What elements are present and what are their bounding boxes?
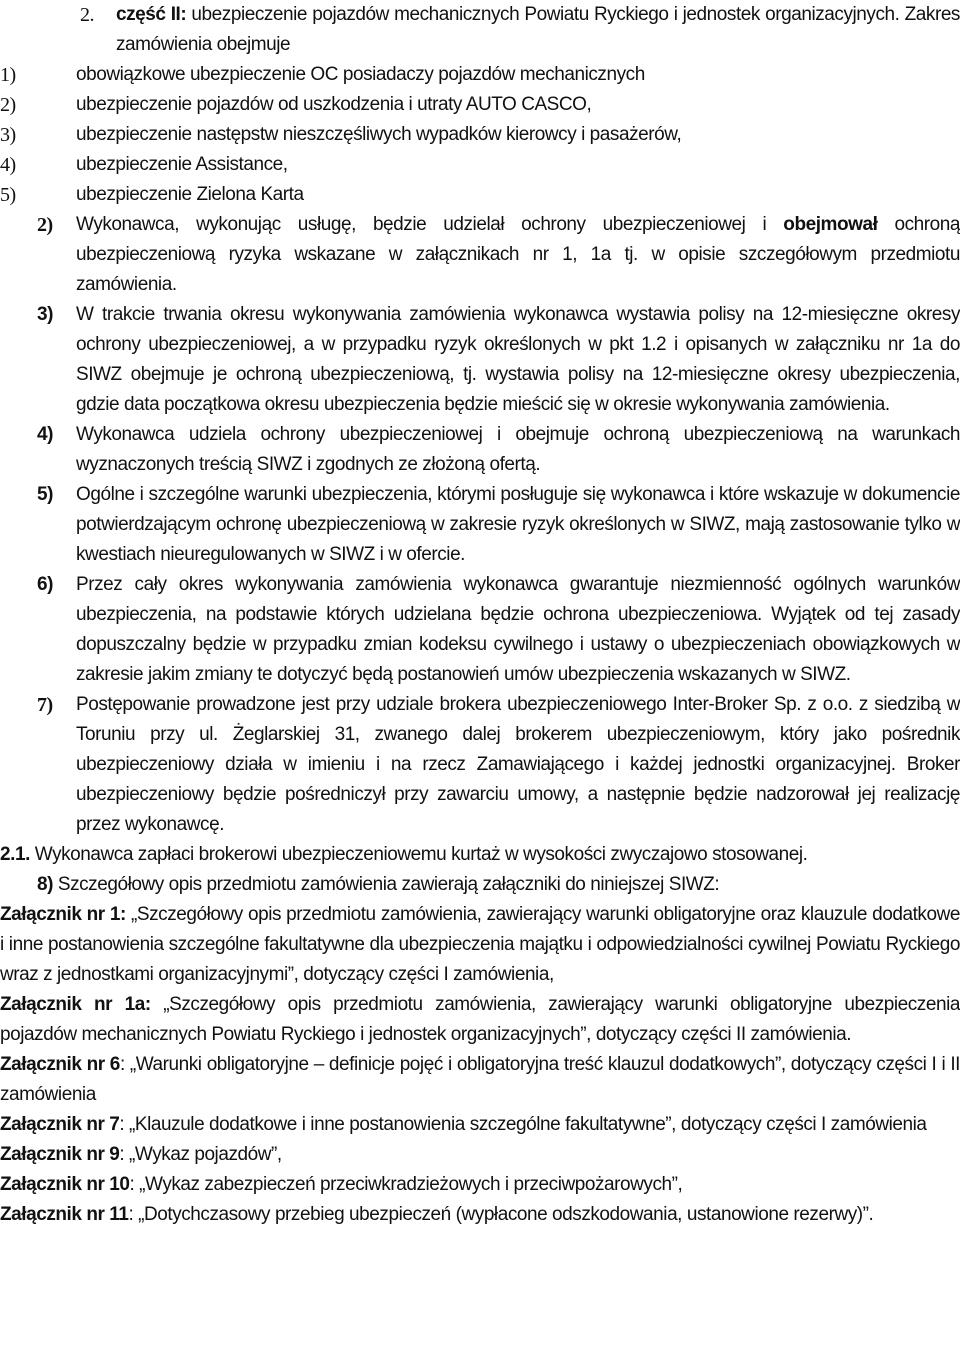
- sub-item-text: ubezpieczenie Assistance,: [76, 154, 288, 175]
- attachment-7: [0, 1110, 960, 1140]
- attachment-1: [0, 900, 960, 990]
- sub-item-1: [0, 60, 960, 90]
- sub-item-number: 5): [0, 184, 16, 206]
- sub-item-number: 2): [0, 94, 16, 116]
- point-number: 4): [37, 424, 53, 445]
- point-text: W trakcie trwania okresu wykonywania zamówienia wykonawca wystawia polisy na 12-miesięczne okresy ochrony ubezpieczeniowej, a w przypadku ryzyk określonych w pkt 1.2 i opisanych w załączniku nr 1a do SIWZ obejmuje je ochroną ubezpieczeniową, tj. wystawia polisy na 12-miesięczne okresy ubezpieczenia, gdzie data początkowa okresu ubezpieczenia będzie mieścić się w okresie wykonywania zamówienia.: [76, 304, 960, 415]
- attachment-label: Załącznik nr 1:: [0, 904, 126, 925]
- part-title: część II:: [116, 4, 187, 25]
- point-number: 6): [37, 574, 53, 595]
- point-text: [76, 210, 960, 300]
- part-2-heading: [0, 0, 960, 60]
- attachment-description: : „Warunki obligatoryjne – definicje pojęć i obligatoryjna treść klauzul dodatkowych”, dotyczący części I i II zamówienia: [0, 1054, 960, 1105]
- sub-item-number: 4): [0, 154, 16, 176]
- point-number: 2): [37, 214, 53, 236]
- attachment-text: [0, 1050, 960, 1110]
- attachment-text: [0, 990, 960, 1050]
- attachment-6: [0, 1050, 960, 1110]
- point-text: Wykonawca udziela ochrony ubezpieczeniowej i obejmuje ochroną ubezpieczeniową na warunkach wyznaczonych treścią SIWZ i zgodnych ze złożoną ofertą.: [76, 424, 960, 475]
- attachment-10: [0, 1170, 960, 1200]
- point-text: Postępowanie prowadzone jest przy udziale brokera ubezpieczeniowego Inter-Broker Sp. z o.o. z siedzibą w Toruniu przy ul. Żeglarskiej 31, zwanego dalej brokerem ubezpieczeniowym, który jako pośrednik ubezpieczeniowy działa w imieniu i na rzecz Zamawiającego i każdej jednostki organizacyjnej. Broker ubezpieczeniowy będzie pośredniczył przy zawarciu umowy, a następnie będzie nadzorował jej realizację przez wykonawcę.: [76, 694, 960, 835]
- attachment-description: „Szczegółowy opis przedmiotu zamówienia, zawierający warunki obligatoryjne ubezpieczenia pojazdów mechanicznych Powiatu Ryckiego i jednostek organizacyjnych”, dotyczący części II zamówienia.: [0, 994, 960, 1045]
- attachment-text: [0, 1140, 960, 1170]
- attachment-label: Załącznik nr 11: [0, 1204, 129, 1225]
- attachment-label: Załącznik nr 7: [0, 1114, 120, 1135]
- point-number: 7): [37, 694, 53, 716]
- point-text: Ogólne i szczególne warunki ubezpieczenia, którymi posługuje się wykonawca i które wskazuje w dokumencie potwierdzającym ochronę ubezpieczeniową w zakresie ryzyk określonych w SIWZ, mają zastosowanie tylko w kwestiach nieuregulowanych w SIWZ i w ofercie.: [76, 484, 960, 565]
- part-number: 2.: [80, 4, 95, 26]
- point-number: 8): [37, 874, 53, 895]
- attachment-text: [0, 1200, 960, 1230]
- attachment-description: : „Klauzule dodatkowe i inne postanowienia szczególne fakultatywne”, dotyczący części I zamówienia: [119, 1114, 927, 1135]
- point-text-part: ochroną ubezpieczeniową ryzyka wskazane w załącznikach nr 1, 1a tj. w opisie szczegółowym przedmiotu zamówienia.: [76, 214, 960, 295]
- point-number: 3): [37, 304, 53, 325]
- sub-item-5: [0, 180, 960, 210]
- point-number: 5): [37, 484, 53, 505]
- attachment-description: „Szczegółowy opis przedmiotu zamówienia, zawierający warunki obligatoryjne oraz klauzule dodatkowe i inne postanowienia szczególne fakultatywne dla ubezpieczenia majątku i odpowiedzialności cywilnej Powiatu Ryckiego wraz z jednostkami organizacyjnymi”, dotyczący części I zamówienia,: [0, 904, 960, 985]
- attachment-11: [0, 1200, 960, 1230]
- attachment-text: [0, 900, 960, 990]
- attachment-label: Załącznik nr 9: [0, 1144, 120, 1165]
- attachment-text: [0, 1110, 960, 1140]
- sub-item-4: [0, 150, 960, 180]
- point-4: [0, 420, 960, 480]
- point-5: [0, 480, 960, 570]
- point-text: Przez cały okres wykonywania zamówienia wykonawca gwarantuje niezmienność ogólnych warunków ubezpieczenia, na podstawie których udzielana będzie ochrona ubezpieczeniowa. Wyjątek od tej zasady dopuszczalny będzie w przypadku zmian kodeksu cywilnego i ustawy o ubezpieczeniach obowiązkowych w zakresie jakim zmiany te dotyczyć będą postanowień umów ubezpieczenia wskazanych w SIWZ.: [76, 574, 960, 685]
- sub-item-text: obowiązkowe ubezpieczenie OC posiadaczy pojazdów mechanicznych: [76, 64, 645, 85]
- point-2-1: [0, 840, 960, 870]
- sub-item-3: [0, 120, 960, 150]
- attachment-description: : „Dotychczasowy przebieg ubezpieczeń (wypłacone odszkodowania, ustanowione rezerwy)”.: [128, 1204, 874, 1225]
- point-number: 2.1.: [0, 844, 30, 865]
- attachment-text: [0, 1170, 960, 1200]
- attachment-label: Załącznik nr 6: [0, 1054, 120, 1075]
- sub-item-2: [0, 90, 960, 120]
- attachment-label: Załącznik nr 10: [0, 1174, 130, 1195]
- sub-item-number: 1): [0, 64, 16, 86]
- point-text-part: Wykonawca, wykonując usługę, będzie udzielał ochrony ubezpieczeniowej i: [76, 214, 784, 235]
- sub-item-text: ubezpieczenie następstw nieszczęśliwych wypadków kierowcy i pasażerów,: [76, 124, 682, 145]
- point-text-bold: obejmował: [783, 214, 878, 235]
- point-text-part: Wykonawca zapłaci brokerowi ubezpieczeniowemu kurtaż w wysokości zwyczajowo stosowanej.: [34, 844, 808, 865]
- attachment-description: : „Wykaz pojazdów”,: [119, 1144, 282, 1165]
- point-text-part: Szczegółowy opis przedmiotu zamówienia zawierają załączniki do niniejszej SIWZ:: [57, 874, 720, 895]
- sub-item-text: ubezpieczenie pojazdów od uszkodzenia i utraty AUTO CASCO,: [76, 94, 592, 115]
- point-text: [0, 840, 960, 870]
- part-2-text: [116, 0, 960, 60]
- point-7: [0, 690, 960, 840]
- point-3: [0, 300, 960, 420]
- sub-item-number: 3): [0, 124, 16, 146]
- point-6: [0, 570, 960, 690]
- part-description: ubezpieczenie pojazdów mechanicznych Powiatu Ryckiego i jednostek organizacyjnych. Zakres zamówienia obejmuje: [116, 4, 960, 55]
- sub-item-text: ubezpieczenie Zielona Karta: [76, 184, 304, 205]
- attachment-1a: [0, 990, 960, 1050]
- point-8: [0, 870, 960, 900]
- point-2: [0, 210, 960, 300]
- attachment-label: Załącznik nr 1a:: [0, 994, 151, 1015]
- attachment-9: [0, 1140, 960, 1170]
- attachment-description: : „Wykaz zabezpieczeń przeciwkradzieżowych i przeciwpożarowych”,: [129, 1174, 683, 1195]
- point-text: [0, 870, 960, 900]
